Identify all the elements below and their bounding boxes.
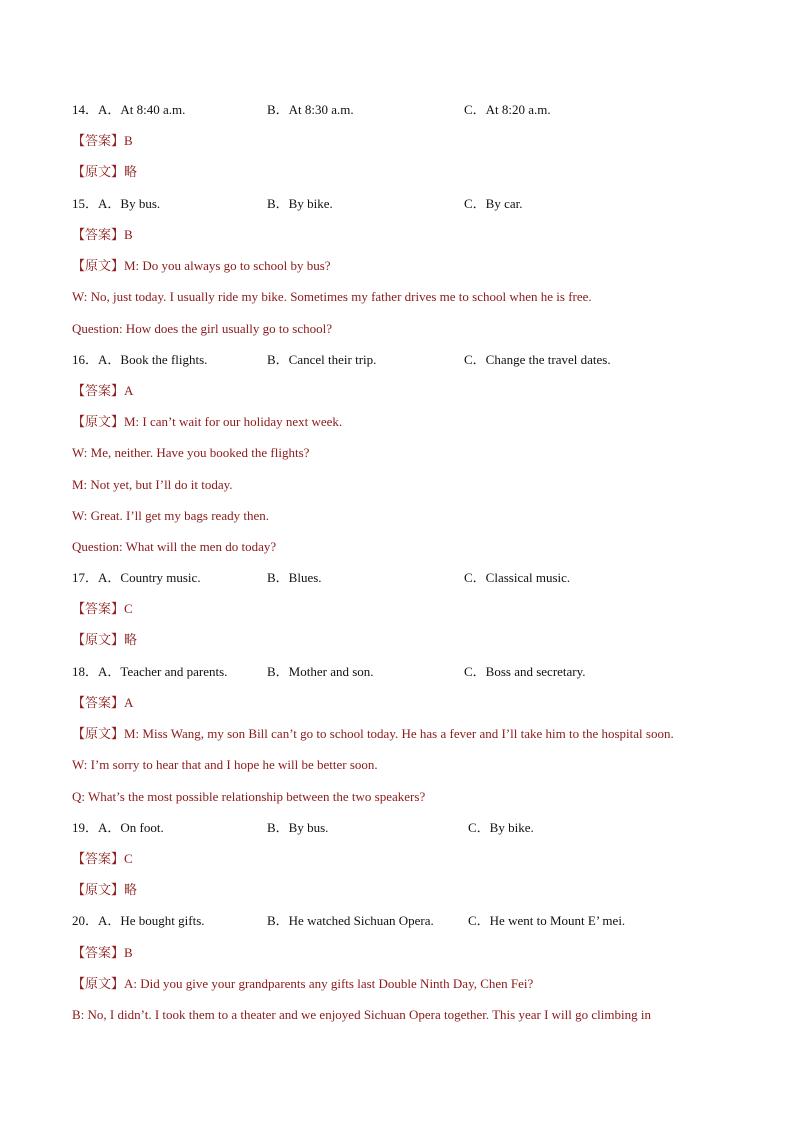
question-14-option-b: B．At 8:30 a.m.	[267, 102, 354, 117]
question-18-answer: 【答案】A	[72, 695, 134, 710]
question-16-script-line: Question: What will the men do today?	[72, 539, 277, 554]
question-18-option-b: B．Mother and son.	[267, 664, 374, 679]
question-15-script-line: Question: How does the girl usually go to school?	[72, 321, 332, 336]
question-18-script-line: 【原文】M: Miss Wang, my son Bill can’t go to school today. He has a fever and I’ll take him to the hospital soon.	[72, 726, 674, 741]
question-16-script-line: M: Not yet, but I’ll do it today.	[72, 477, 233, 492]
question-19-answer: 【答案】C	[72, 851, 133, 866]
question-16-option-c: C．Change the travel dates.	[464, 352, 611, 367]
question-17-answer: 【答案】C	[72, 601, 133, 616]
question-16-option-b: B．Cancel their trip.	[267, 352, 377, 367]
question-20-script-line: 【原文】A: Did you give your grandparents any gifts last Double Ninth Day, Chen Fei?	[72, 976, 534, 991]
question-17-option-a: 17．A．Country music.	[72, 570, 201, 585]
question-20-script-line: B: No, I didn’t. I took them to a theater and we enjoyed Sichuan Opera together. This year I will go climbing in	[72, 1007, 651, 1022]
question-17-option-c: C．Classical music.	[464, 570, 571, 585]
question-16-script-line: W: Me, neither. Have you booked the flights?	[72, 445, 310, 460]
question-17-option-b: B．Blues.	[267, 570, 322, 585]
question-18-script-line: W: I’m sorry to hear that and I hope he will be better soon.	[72, 757, 378, 772]
question-15-script-line: 【原文】M: Do you always go to school by bus?	[72, 258, 331, 273]
question-19-script: 【原文】略	[72, 882, 138, 897]
question-20-option-a: 20．A．He bought gifts.	[72, 913, 205, 928]
question-19-option-b: B．By bus.	[267, 820, 329, 835]
question-15-script-line: W: No, just today. I usually ride my bike. Sometimes my father drives me to school when he is free.	[72, 289, 592, 304]
question-15-answer: 【答案】B	[72, 227, 133, 242]
question-14-option-a: 14．A．At 8:40 a.m.	[72, 102, 186, 117]
question-16-script-line: 【原文】M: I can’t wait for our holiday next week.	[72, 414, 343, 429]
question-18-option-a: 18．A．Teacher and parents.	[72, 664, 228, 679]
question-15-option-c: C．By car.	[464, 196, 523, 211]
question-16-script-line: W: Great. I’ll get my bags ready then.	[72, 508, 269, 523]
question-20-option-b: B．He watched Sichuan Opera.	[267, 913, 434, 928]
question-15-option-b: B．By bike.	[267, 196, 333, 211]
question-20-answer: 【答案】B	[72, 945, 133, 960]
question-20-option-c: C．He went to Mount E’ mei.	[468, 913, 626, 928]
question-19-option-a: 19．A．On foot.	[72, 820, 164, 835]
question-18-script-line: Q: What’s the most possible relationship between the two speakers?	[72, 789, 426, 804]
question-16-option-a: 16．A．Book the flights.	[72, 352, 208, 367]
question-16-answer: 【答案】A	[72, 383, 134, 398]
question-15-option-a: 15．A．By bus.	[72, 196, 161, 211]
question-14-script: 【原文】略	[72, 164, 138, 179]
question-19-option-c: C．By bike.	[468, 820, 534, 835]
question-18-option-c: C．Boss and secretary.	[464, 664, 586, 679]
question-14-option-c: C．At 8:20 a.m.	[464, 102, 551, 117]
question-17-script: 【原文】略	[72, 632, 138, 647]
question-14-answer: 【答案】B	[72, 133, 133, 148]
